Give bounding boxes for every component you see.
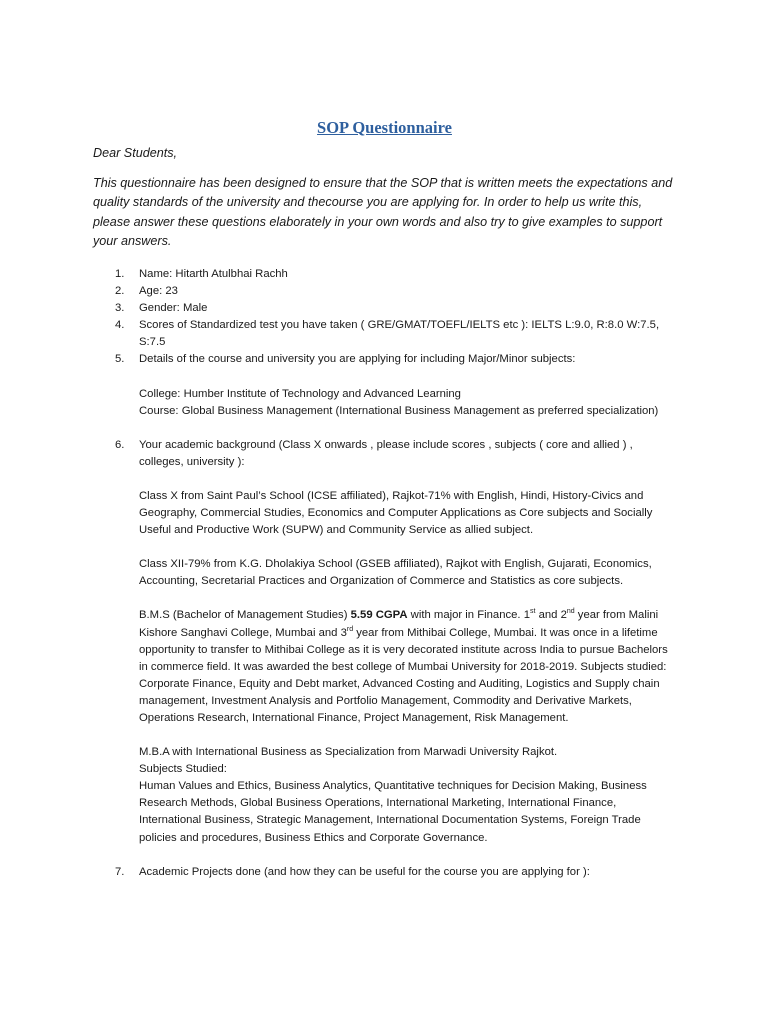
item-academic-projects: Academic Projects done (and how they can be useful for the course you are applying for ):	[139, 865, 590, 878]
list-item	[93, 283, 676, 300]
mba-subjects-label: Subjects Studied:	[139, 763, 227, 776]
list-item	[93, 437, 676, 864]
question-list	[93, 266, 676, 881]
item-number: 2.	[115, 285, 125, 298]
item-age: Age: 23	[139, 285, 178, 298]
mba-subjects: Human Values and Ethics, Business Analytics, Quantitative techniques for Decision Making, Business Research Methods, Global Business Operations, International Marketing, International Finance, International Business, Strategic Management, International Documentation Systems, Foreign Trade policies and procedures, Business Ethics and Corporate Governance.	[139, 780, 647, 844]
item-name: Name: Hitarth Atulbhai Rachh	[139, 268, 288, 281]
item-course-details: Details of the course and university you are applying for including Major/Minor subjects:	[139, 353, 576, 366]
class-xii-paragraph: Class XII-79% from K.G. Dholakiya School (GSEB affiliated), Rajkot with English, Gujarati, Economics, Accounting, Secretarial Practices and Organization of Commerce and Statistics as core subjects.	[139, 558, 652, 588]
bms-paragraph: B.M.S (Bachelor of Management Studies) 5.59 CGPA with major in Finance. 1st and 2nd year from Malini Kishore Sanghavi College, Mumbai and 3rd year from Mithibai College, Mumbai. It was once in a lifetime opportunity to transfer to Mithibai College as it is very decorated institute across India to pursue Bachelors in commerce field. It was awarded the best college of Mumbai University for 2018-2019. Subjects studied:	[139, 608, 668, 673]
item-test-scores: Scores of Standardized test you have taken ( GRE/GMAT/TOEFL/IELTS etc ): IELTS L:9.0, R:8.0 W:7.5, S:7.5	[139, 319, 660, 349]
bms-subjects: Corporate Finance, Equity and Debt market, Advanced Costing and Auditing, Logistics and Supply chain management, Investment Analysis and Portfolio Management, Commodity and Derivative Markets, Operations Research, International Finance, Project Management, Risk Management.	[139, 677, 660, 724]
item-gender: Gender: Male	[139, 302, 208, 315]
list-item	[93, 266, 676, 283]
list-item	[93, 351, 676, 436]
item-academic-background: Your academic background (Class X onwards , please include scores , subjects ( core and allied ) , colleges, university ):	[139, 438, 633, 468]
item-number: 5.	[115, 353, 125, 366]
college-line: College: Humber Institute of Technology and Advanced Learning	[139, 387, 461, 400]
intro-paragraph: This questionnaire has been designed to ensure that the SOP that is written meets the expectations and quality standards of the university and thecourse you are applying for. In order to help us write this, please answer these questions elaborately in your own words and also try to give examples to support your answers.	[93, 176, 673, 248]
item-number: 3.	[115, 302, 125, 315]
class-x-paragraph: Class X from Saint Paul’s School (ICSE affiliated), Rajkot-71% with English, Hindi, History-Civics and Geography, Commercial Studies, Economics and Computer Applications as Core subjects and Socially Useful and Productive Work (SUPW) and Community Service as allied subject.	[139, 489, 653, 537]
greeting: Dear Students,	[93, 146, 178, 160]
item-number: 6.	[115, 438, 125, 451]
page-title: SOP Questionnaire	[317, 118, 452, 137]
bms-cgpa: 5.59 CGPA	[350, 609, 408, 622]
item-number: 1.	[115, 268, 125, 281]
mba-line: M.B.A with International Business as Specialization from Marwadi University Rajkot.	[139, 746, 558, 759]
list-item	[93, 300, 676, 317]
item-number: 4.	[115, 319, 125, 332]
list-item	[93, 864, 676, 881]
item-number: 7.	[115, 865, 125, 878]
list-item	[93, 317, 676, 351]
course-line: Course: Global Business Management (International Business Management as preferred specialization)	[139, 404, 659, 417]
